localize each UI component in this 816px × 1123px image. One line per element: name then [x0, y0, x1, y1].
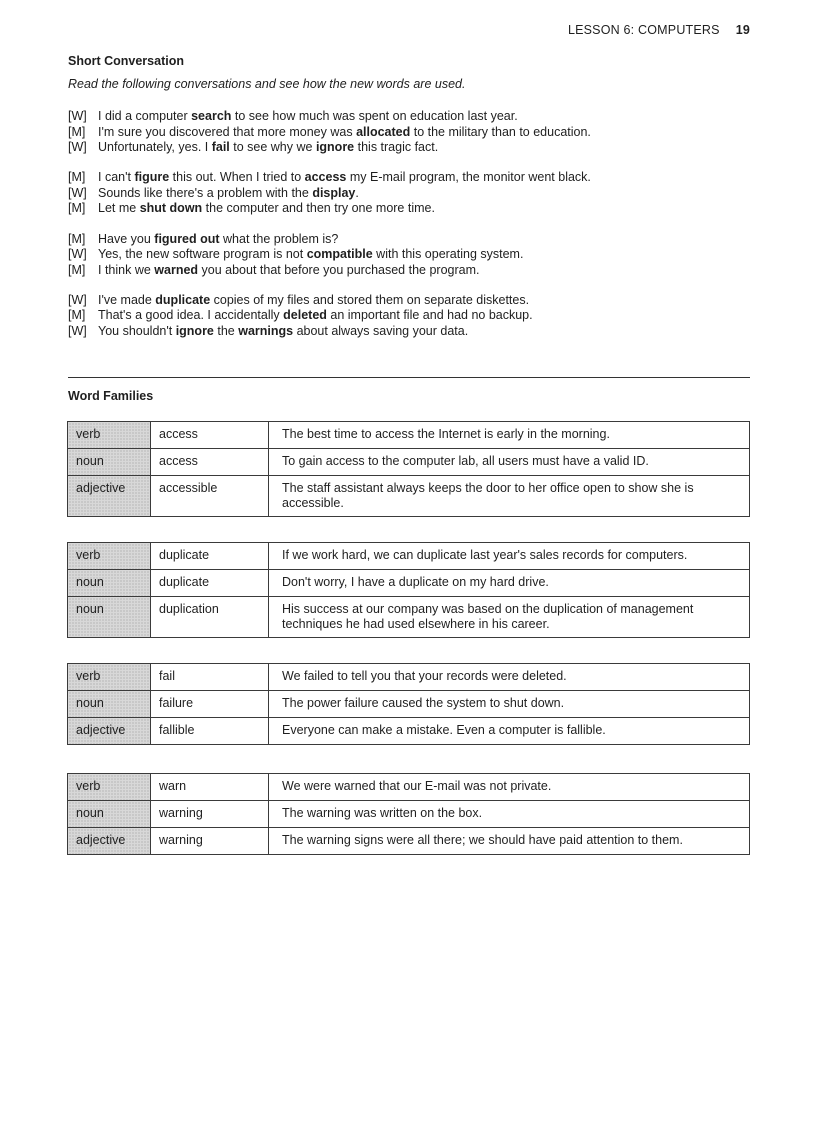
table-row — [68, 828, 750, 855]
vocabulary-word: search — [191, 109, 232, 123]
word-cell: access — [151, 449, 269, 476]
conversation-line — [68, 232, 768, 248]
line-text — [98, 109, 768, 125]
vocabulary-word: shut down — [139, 201, 203, 216]
line-text — [98, 293, 768, 309]
vocabulary-word: fail — [211, 140, 230, 155]
vocabulary-word: allocated — [356, 124, 411, 139]
line-text — [98, 140, 768, 156]
word-cell: duplication — [151, 597, 269, 638]
table-row — [68, 664, 750, 691]
part-of-speech-cell: noun — [68, 597, 151, 638]
table-row — [68, 801, 750, 828]
speaker-label: [W] — [68, 324, 87, 339]
text-segment: to the military than to education. — [410, 124, 591, 139]
section-divider — [68, 377, 750, 378]
example-cell: We were warned that our E-mail was not private. — [269, 774, 750, 801]
part-of-speech-cell: noun — [68, 691, 151, 718]
conversation-line — [68, 170, 768, 186]
section-intro: Read the following conversations and see how the new words are used. — [68, 77, 466, 91]
word-family-table — [67, 773, 750, 855]
word-family-table — [67, 421, 750, 517]
table-row — [68, 691, 750, 718]
text-segment: I think we — [98, 262, 155, 277]
section-title-conversation: Short Conversation — [68, 54, 184, 68]
conversation-line — [68, 201, 768, 217]
page-header — [568, 23, 750, 37]
line-text — [98, 186, 768, 202]
speaker-label: [W] — [68, 247, 87, 262]
conversation-line — [68, 186, 768, 202]
vocabulary-word: compatible — [306, 247, 373, 262]
vocabulary-word: ignore — [175, 324, 214, 339]
speaker-label: [W] — [68, 109, 87, 123]
word-cell: accessible — [151, 476, 269, 517]
text-segment: Have you — [98, 231, 155, 246]
example-cell: The staff assistant always keeps the door to her office open to show she is accessible. — [269, 476, 750, 517]
text-segment: I can't — [98, 170, 135, 185]
text-segment: Sounds like there's a problem with the — [98, 185, 313, 200]
table-row — [68, 774, 750, 801]
text-segment: this tragic fact. — [354, 140, 439, 155]
word-cell: warning — [151, 801, 269, 828]
part-of-speech-cell: verb — [68, 774, 151, 801]
conversation-line — [68, 263, 768, 279]
text-segment: I'm sure you discovered that more money was — [98, 124, 357, 139]
part-of-speech-cell: adjective — [68, 476, 151, 517]
text-segment: Yes, the new software program is not — [98, 247, 307, 262]
text-segment: That's a good idea. I accidentally — [98, 308, 284, 323]
part-of-speech-cell: adjective — [68, 718, 151, 745]
conversation-line — [68, 140, 768, 156]
lesson-title: LESSON 6: COMPUTERS — [567, 23, 720, 37]
text-segment: You shouldn't — [98, 324, 176, 339]
word-cell: duplicate — [151, 543, 269, 570]
line-text — [98, 263, 768, 279]
conversation-line — [68, 324, 768, 340]
line-text — [98, 324, 768, 340]
text-segment: . — [355, 185, 359, 200]
text-segment: Let me — [98, 201, 140, 216]
word-cell: access — [151, 422, 269, 449]
vocabulary-word: figured out — [154, 231, 220, 246]
speaker-label: [M] — [68, 170, 86, 185]
text-segment: I've made — [98, 292, 156, 307]
speaker-label: [M] — [68, 308, 86, 323]
speaker-label: [M] — [68, 201, 86, 216]
word-cell: warning — [151, 828, 269, 855]
line-text — [98, 247, 768, 263]
table-row — [68, 476, 750, 517]
line-text — [98, 232, 768, 248]
word-cell: failure — [151, 691, 269, 718]
example-cell: If we work hard, we can duplicate last year's sales records for computers. — [269, 543, 750, 570]
example-cell: The warning was written on the box. — [269, 801, 750, 828]
text-segment: what the problem is? — [219, 231, 339, 246]
vocabulary-word: warned — [154, 262, 199, 277]
part-of-speech-cell: adjective — [68, 828, 151, 855]
vocabulary-word: access — [304, 170, 347, 185]
line-text — [98, 201, 768, 217]
text-segment: Unfortunately, yes. I — [98, 140, 212, 155]
example-cell: We failed to tell you that your records were deleted. — [269, 664, 750, 691]
example-cell: His success at our company was based on the duplication of management techniques he had used elsewhere in his career. — [269, 597, 750, 638]
text-segment: the computer and then try one more time. — [202, 201, 435, 216]
vocabulary-word: deleted — [283, 308, 327, 323]
part-of-speech-cell: verb — [68, 422, 151, 449]
part-of-speech-cell: verb — [68, 543, 151, 570]
word-cell: fail — [151, 664, 269, 691]
conversation-block — [68, 232, 768, 279]
text-segment: to see why we — [229, 140, 316, 155]
table-row — [68, 543, 750, 570]
table-row — [68, 570, 750, 597]
conversation-block — [68, 293, 768, 340]
section-title-word-families: Word Families — [68, 389, 154, 403]
word-cell: warn — [151, 774, 269, 801]
word-cell: fallible — [151, 718, 269, 745]
speaker-label: [W] — [68, 185, 87, 200]
page-number: 19 — [735, 23, 750, 37]
text-segment: this out. When I tried to — [169, 170, 305, 185]
vocabulary-word: warnings — [238, 324, 294, 339]
text-segment: I did a computer — [98, 109, 192, 123]
conversation-line — [68, 125, 768, 141]
word-family-table — [67, 542, 750, 638]
table-row — [68, 449, 750, 476]
example-cell: The power failure caused the system to shut down. — [269, 691, 750, 718]
text-segment: an important file and had no backup. — [326, 308, 533, 323]
conversation-line — [68, 293, 768, 309]
speaker-label: [M] — [68, 231, 86, 246]
speaker-label: [M] — [68, 262, 86, 277]
line-text — [98, 170, 768, 186]
word-family-table — [67, 663, 750, 745]
example-cell: Everyone can make a mistake. Even a computer is fallible. — [269, 718, 750, 745]
table-row — [68, 422, 750, 449]
part-of-speech-cell: noun — [68, 570, 151, 597]
vocabulary-word: ignore — [315, 140, 355, 155]
text-segment: with this operating system. — [372, 247, 524, 262]
part-of-speech-cell: verb — [68, 664, 151, 691]
table-row — [68, 718, 750, 745]
text-segment: to see how much was spent on education last year. — [231, 109, 518, 123]
example-cell: The best time to access the Internet is early in the morning. — [269, 422, 750, 449]
line-text — [98, 125, 768, 141]
word-cell: duplicate — [151, 570, 269, 597]
text-segment: copies of my files and stored them on separate diskettes. — [210, 292, 530, 307]
text-segment: the — [213, 324, 239, 339]
vocabulary-word: duplicate — [155, 292, 211, 307]
text-segment: my E-mail program, the monitor went black. — [346, 170, 591, 185]
vocabulary-word: figure — [134, 170, 170, 185]
conversation-block — [68, 170, 768, 217]
speaker-label: [W] — [68, 140, 87, 155]
text-segment: you about that before you purchased the program. — [198, 262, 480, 277]
part-of-speech-cell: noun — [68, 449, 151, 476]
conversation-line — [68, 308, 768, 324]
conversation-list — [68, 109, 768, 354]
example-cell: Don't worry, I have a duplicate on my hard drive. — [269, 570, 750, 597]
table-row — [68, 597, 750, 638]
example-cell: The warning signs were all there; we should have paid attention to them. — [269, 828, 750, 855]
conversation-line — [68, 109, 768, 125]
conversation-line — [68, 247, 768, 263]
speaker-label: [M] — [68, 124, 86, 139]
line-text — [98, 308, 768, 324]
part-of-speech-cell: noun — [68, 801, 151, 828]
conversation-block — [68, 109, 768, 156]
example-cell: To gain access to the computer lab, all users must have a valid ID. — [269, 449, 750, 476]
vocabulary-word: display — [312, 185, 356, 200]
speaker-label: [W] — [68, 292, 87, 307]
text-segment: about always saving your data. — [293, 324, 469, 339]
